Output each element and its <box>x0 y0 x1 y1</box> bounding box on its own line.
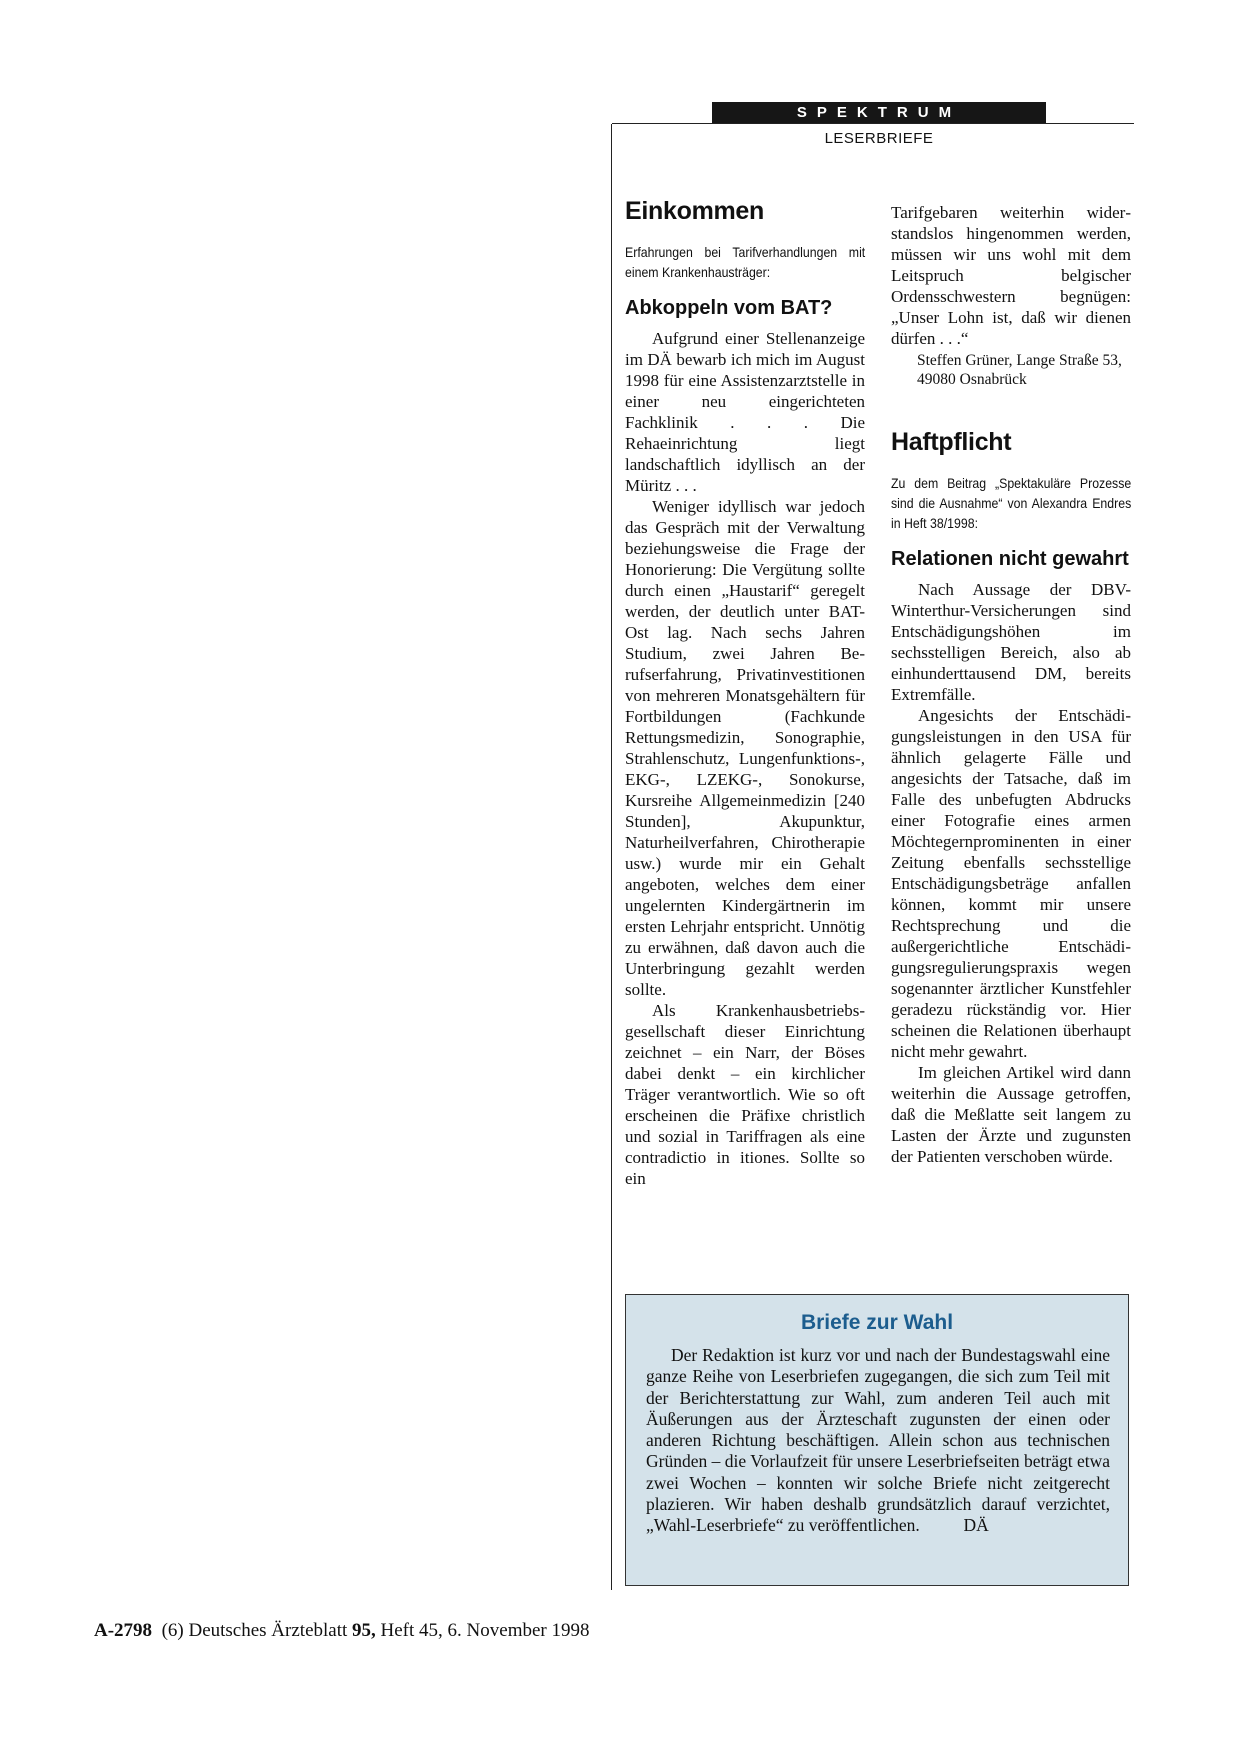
volume-number: 95, <box>352 1620 376 1641</box>
page-footer <box>94 1620 590 1642</box>
notice-body: Der Redaktion ist kurz vor und nach der Bundestagswahl eine ganze Reihe von Leserbriefen zugegangen, die sich zum Teil mit der Berichterstattung zur Wahl, zum anderen Teil auch mit Äußerungen aus der Ärzteschaft zugunsten der einen oder anderen Richtung beschäftigen. Allein schon aus technischen Gründen – die Vorlaufzeit für unsere Leserbriefseiten beträgt etwa zwei Wochen – konnten wir solche Briefe nicht zeitgerecht plazieren. Wir haben deshalb grundsätzlich darauf verzichtet, „Wahl-Leserbriefe“ zu veröffentlichen. <box>646 1345 1110 1536</box>
body-paragraph: Tarifgebaren weiterhin widerstandslos hingenommen werden, müssen wir uns wohl mit dem Leitspruch belgischer Ordensschwestern begnügen: „Unser Lohn ist, daß wir dienen dürfen . . .“ <box>891 203 1131 348</box>
journal-name: Deutsches Ärzteblatt <box>188 1620 348 1641</box>
notice-title: Briefe zur Wahl <box>800 1311 954 1334</box>
body-paragraph: Angesichts der Entschädigungsleistungen in den USA für ähnlich gelagerte Fälle und angesichts der Tatsache, daß im Falle des unbefugten Abdrucks einer Fotografie eines armen Möchtegernprominenten in einer Zeitung ebenfalls sechsstellige Entschädigungsbeträge anfallen können, kommt mir unsere Rechtsprechung und die außergerichtliche Entschädigungsregulierungspraxis wegen sogenannter ärztlicher Kunstfehler geradezu rückständig vor. Hier scheinen die Relationen überhaupt nicht mehr gewahrt. <box>891 706 1131 1061</box>
notice-text <box>646 1345 1110 1537</box>
section-label: SPEKTRUM <box>712 102 1046 123</box>
page-local-number: (6) <box>161 1620 184 1641</box>
body-paragraph: Weniger idyllisch war jedoch das Gespräch mit der Verwaltung beziehungsweise die Frage der Honorierung: Die Vergütung sollte durch einen „Haustarif“ geregelt werden, der deutlich unter BAT-Ost lag. Nach sechs Jahren Studium, zwei Jahren Berufserfahrung, Privatinvestitionen von mehreren Monatsgehältern für Fortbildungen (Fachkunde Rettungsmedizin, Sonographie, Strahlenschutz, Lungenfunktions-, EKG-, LZEKG-, Sonokurse, Kursreihe Allgemeinmedizin [240 Stunden], Akupunktur, Naturheilverfahren, Chirotherapie usw.) wurde mir ein Gehalt angeboten, welches dem einer ungelernten Kindergärtnerin im ersten Lehrjahr entspricht. Unnötig zu erwähnen, daß davon auch die Unterbringung gezahlt werden sollte. <box>625 497 865 999</box>
body-paragraph: Im gleichen Artikel wird dann weiterhin die Aussage getroffen, daß die Meßlatte seit langem zu Lasten der Ärzte und zugunsten der Patienten verschoben würde. <box>891 1063 1131 1166</box>
article-heading-einkommen: Einkommen <box>625 197 764 225</box>
notice-signature: DÄ <box>963 1515 989 1536</box>
page-number: A-2798 <box>94 1620 153 1641</box>
header-divider <box>612 123 1134 124</box>
column-divider <box>611 124 612 1590</box>
article-title: Abkoppeln vom BAT? <box>625 297 833 319</box>
issue-date: Heft 45, 6. November 1998 <box>380 1620 590 1641</box>
article-title: Relationen nicht gewahrt <box>891 548 1129 570</box>
body-paragraph: Aufgrund einer Stellenanzeige im DÄ bewarb ich mich im August 1998 für eine Assistenzarztstelle in einer neu eingerichteten Fachklinik . . . Die Rehaeinrichtung liegt landschaftlich idyllisch an der Müritz . . . <box>625 329 865 495</box>
notice-box <box>625 1294 1129 1586</box>
letter-signature: Steffen Grüner, Lange Straße 53, 49080 Osnabrück <box>917 352 1122 388</box>
article-intro: Erfahrungen bei Tarifverhandlungen mit einem Krankenhausträger: <box>625 244 866 280</box>
body-paragraph: Als Krankenhausbetriebsgesellschaft dieser Einrichtung zeichnet – ein Narr, der Böses dabei denkt – ein kirchlicher Träger verantwortlich. Wie so oft erscheinen die Präfixe christlich und sozial in Tariffragen als eine contradictio in itiones. Sollte so ein <box>625 1001 865 1188</box>
subsection-label: LESERBRIEFE <box>824 130 934 147</box>
body-paragraph: Nach Aussage der DBV-Winterthur-Versicherungen sind Entschädigungshöhen im sechsstelligen Bereich, also ab einhunderttausend DM, bereits Extremfälle. <box>891 580 1131 704</box>
article-intro: Zu dem Beitrag „Spektakuläre Prozesse sind die Ausnahme“ von Alexandra Endres in Heft 38/1998: <box>891 475 1132 531</box>
column-left <box>625 196 865 1189</box>
article-heading-haftpflicht: Haftpflicht <box>891 428 1012 456</box>
column-right <box>891 202 1131 1167</box>
